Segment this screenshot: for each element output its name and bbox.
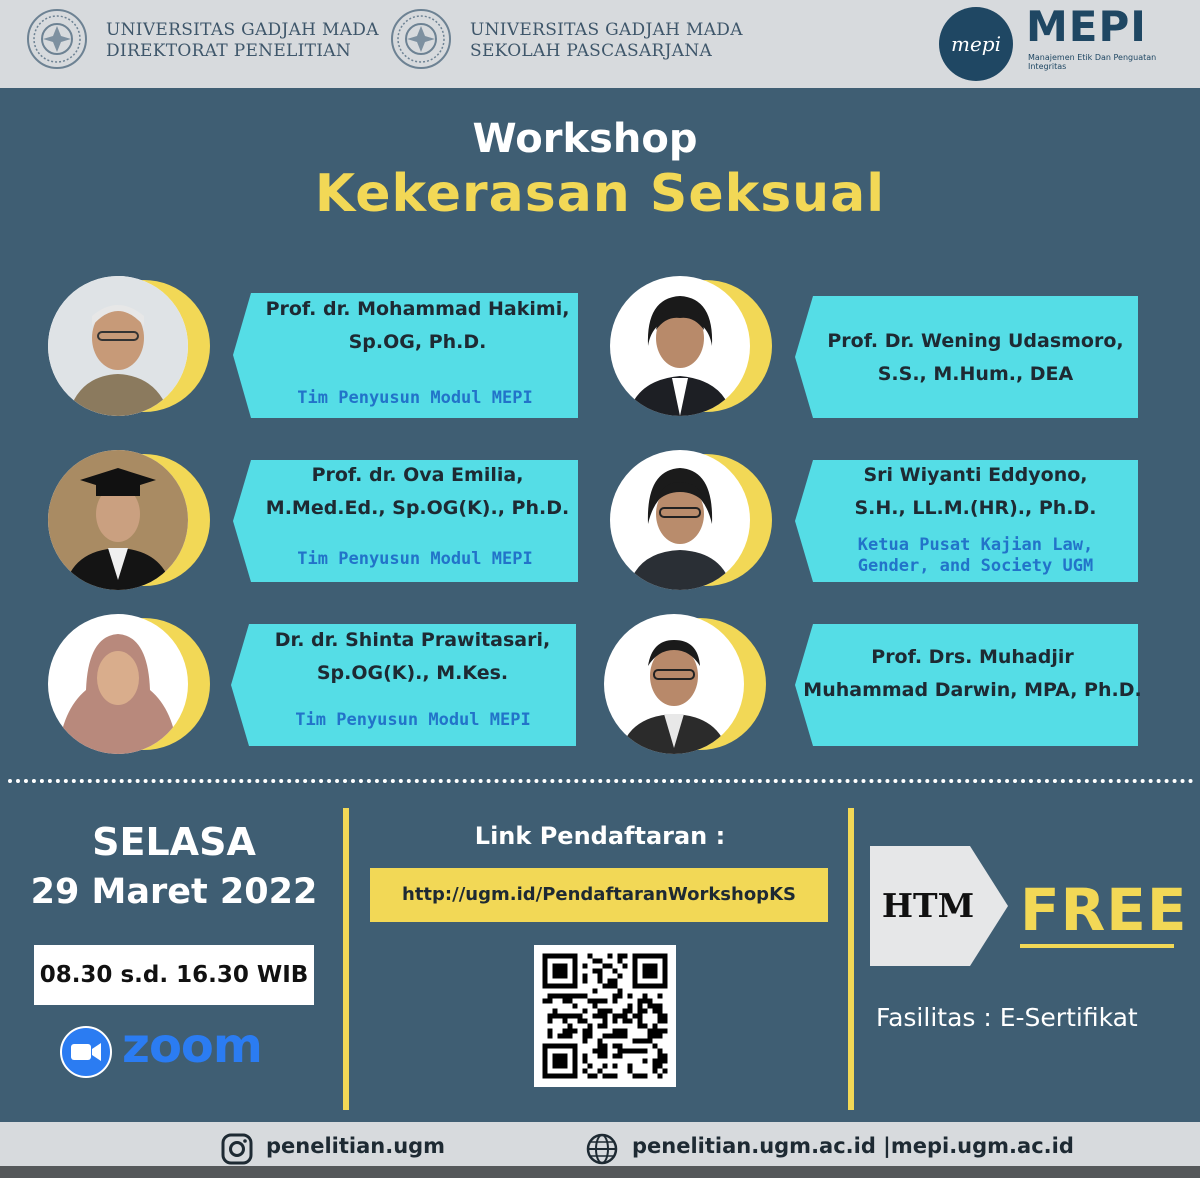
speaker-role-4 [808, 535, 1143, 577]
speaker-name-1-line1: Prof. dr. Mohammad Hakimi, [265, 298, 570, 320]
speaker-photo-6 [604, 614, 766, 754]
title-workshop: Workshop [472, 116, 698, 162]
speaker-role-1: Tim Penyusun Modul MEPI [297, 388, 533, 408]
speaker-role-5: Tim Penyusun Modul MEPI [295, 710, 531, 730]
fee-value: FREE [1020, 876, 1188, 944]
registration-label: Link Pendaftaran : [474, 822, 726, 850]
speaker-name-5-line2: Sp.OG(K)., M.Kes. [316, 662, 509, 684]
speaker-photo-2 [610, 276, 772, 416]
right-institution [470, 20, 743, 62]
speaker-name-5 [240, 624, 585, 690]
event-time: 08.30 s.d. 16.30 WIB [39, 962, 309, 988]
qr-code-icon [534, 945, 676, 1087]
speaker-name-1 [245, 293, 590, 359]
speaker-name-2 [808, 325, 1143, 391]
ugm-seal-icon [390, 8, 452, 70]
speaker-name-4-line1: Sri Wiyanti Eddyono, [863, 464, 1088, 486]
speaker-name-3-line1: Prof. dr. Ova Emilia, [311, 464, 524, 486]
speaker-name-6 [800, 641, 1145, 707]
zoom-camera-icon [60, 1026, 112, 1078]
vertical-divider-right [848, 808, 854, 1110]
globe-icon [585, 1132, 619, 1166]
mepi-name: MEPI [1026, 2, 1147, 51]
left-institution [106, 20, 379, 62]
website-links[interactable]: penelitian.ugm.ac.id |mepi.ugm.ac.id [632, 1134, 1074, 1158]
speaker-name-2-line2: S.S., M.Hum., DEA [877, 363, 1074, 385]
speaker-photo-1 [48, 276, 210, 416]
mepi-subtitle: Manajemen Etik Dan Penguatan Integritas [1028, 53, 1157, 71]
facility-text: Fasilitas : E-Sertifikat [876, 1003, 1138, 1032]
speaker-name-6-line2: Muhammad Darwin, MPA, Ph.D. [803, 679, 1142, 701]
event-time-box [34, 945, 314, 1005]
ugm-seal-icon [26, 8, 88, 70]
header-bar [0, 0, 1200, 88]
registration-link-box[interactable] [370, 868, 828, 922]
speaker-name-4-line2: S.H., LL.M.(HR)., Ph.D. [854, 497, 1097, 519]
bottom-edge-strip [0, 1166, 1200, 1178]
speaker-name-5-line1: Dr. dr. Shinta Prawitasari, [274, 629, 551, 651]
right-institution-line2: SEKOLAH PASCASARJANA [470, 41, 713, 61]
speaker-name-3 [245, 459, 590, 525]
title-main: Kekerasan Seksual [314, 164, 886, 224]
event-day: SELASA [92, 820, 256, 864]
speaker-role-4-line1: Ketua Pusat Kajian Law, [857, 535, 1094, 555]
mepi-logo-script: mepi [951, 32, 1001, 56]
speaker-photo-5 [48, 614, 210, 754]
speaker-role-4-line2: Gender, and Society UGM [857, 556, 1094, 576]
instagram-handle[interactable]: penelitian.ugm [266, 1134, 446, 1158]
htm-label: HTM [881, 886, 975, 925]
right-institution-line1: UNIVERSITAS GADJAH MADA [470, 20, 743, 40]
speaker-name-2-line1: Prof. Dr. Wening Udasmoro, [827, 330, 1124, 352]
mepi-logo-icon [938, 6, 1014, 82]
speaker-photo-3 [48, 450, 210, 590]
speaker-name-3-line2: M.Med.Ed., Sp.OG(K)., Ph.D. [265, 497, 570, 519]
zoom-wordmark: zoom [122, 1018, 262, 1074]
left-institution-line1: UNIVERSITAS GADJAH MADA [106, 20, 379, 40]
fee-underline [1020, 944, 1174, 948]
instagram-icon [220, 1132, 254, 1166]
event-date: 29 Maret 2022 [30, 872, 318, 912]
speaker-photo-4 [610, 450, 772, 590]
speaker-name-6-line1: Prof. Drs. Muhadjir [871, 646, 1074, 668]
speaker-name-4 [808, 459, 1143, 525]
speaker-role-3: Tim Penyusun Modul MEPI [297, 549, 533, 569]
speaker-name-1-line2: Sp.OG, Ph.D. [348, 331, 487, 353]
left-institution-line2: DIREKTORAT PENELITIAN [106, 41, 352, 61]
registration-link[interactable]: http://ugm.id/PendaftaranWorkshopKS [402, 884, 796, 905]
dotted-divider [8, 779, 1194, 783]
